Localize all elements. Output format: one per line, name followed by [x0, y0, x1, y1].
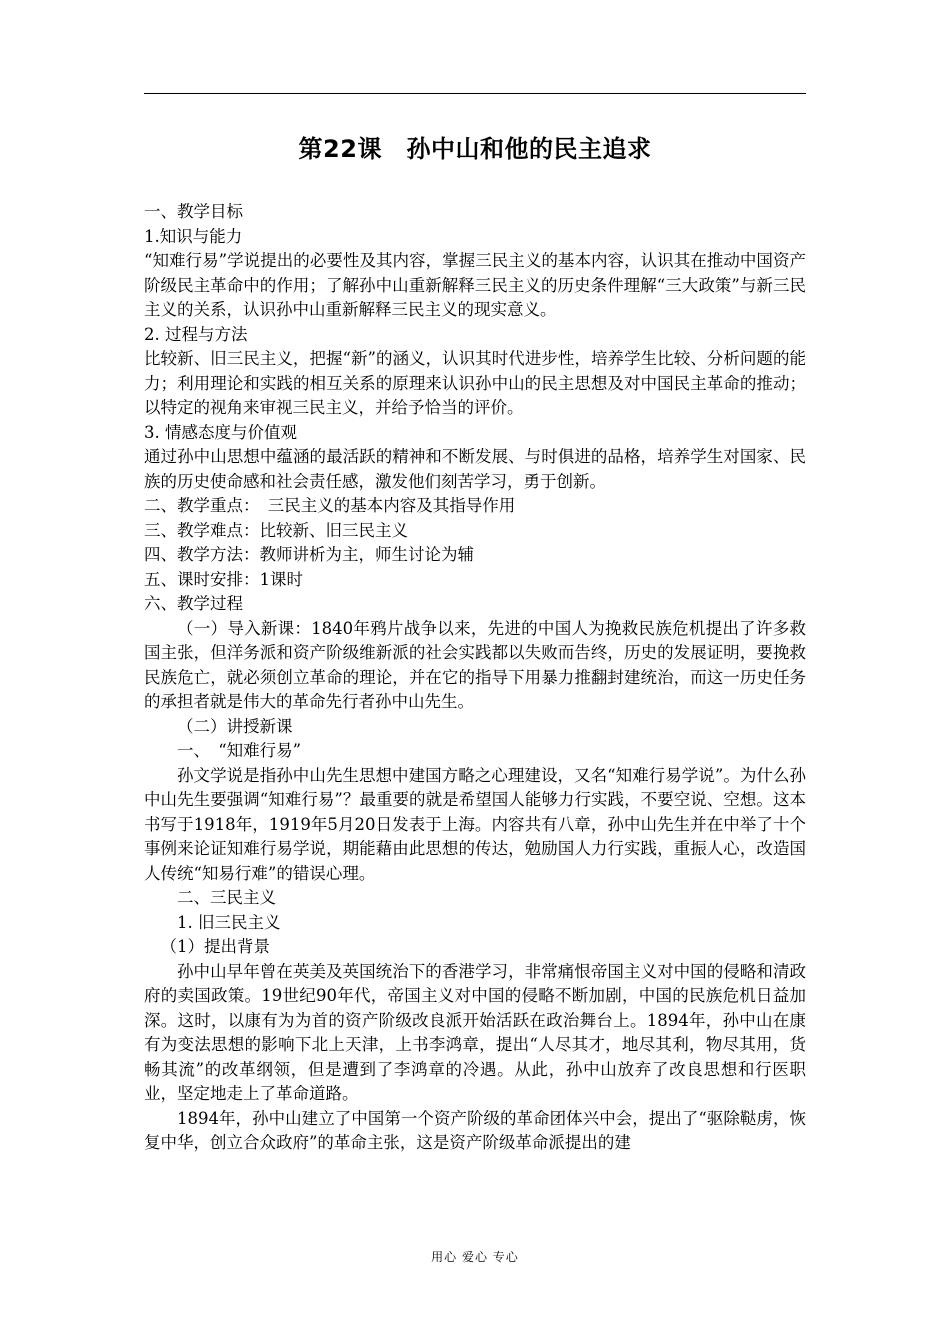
page-footer: 用心 爱心 专心: [431, 1250, 519, 1264]
subheading-process: 2. 过程与方法: [144, 324, 248, 344]
section-heading-process: 六、教学过程: [144, 594, 243, 613]
paragraph-process: 比较新、旧三民主义，把握“新”的涵义，认识其时代进步性，培养学生比较、分析问题的能力；利用理论和实践的相互关系的原理来认识孙中山的民主思想及对中国民主革命的推动；以特定的视角来审视三民主义，并给予恰当的评价。: [144, 349, 806, 417]
subheading-values: 3. 情感态度与价值观: [144, 422, 297, 442]
subheading-three-principles: 二、三民主义: [177, 888, 276, 907]
document-body: [144, 200, 806, 1156]
section-heading-objectives: 一、教学目标: [144, 202, 243, 221]
paragraph-background: 孙中山早年曾在英美及英国统治下的香港学习，非常痛恨帝国主义对中国的侵略和清政府的卖国政策。19世纪90年代，帝国主义对中国的侵略不断加剧，中国的民族危机日益加深。这时，以康有为为首的资产阶级改良派开始活跃在政治舞台上。1894年，孙中山在康有为变法思想的影响下北上天津，上书李鸿章，提出“人尽其才，地尽其利，物尽其用，货畅其流”的改革纲领，但是遭到了李鸿章的冷遇。从此，孙中山放弃了改良思想和行医职业，坚定地走上了革命道路。: [144, 961, 806, 1103]
section-heading-methods: 四、教学方法：教师讲析为主，师生讨论为辅: [144, 545, 474, 564]
header-rule: [144, 93, 806, 94]
paragraph-values: 通过孙中山思想中蕴涵的最活跃的精神和不断发展、与时俱进的品格，培养学生对国家、民族的历史使命感和社会责任感，激发他们刻苦学习，勇于创新。: [144, 447, 806, 491]
subheading-background: （1）提出背景: [160, 937, 270, 956]
subheading-old-three-principles: 1. 旧三民主义: [177, 912, 281, 932]
page-title: 第22课 孙中山和他的民主追求: [298, 135, 652, 163]
subheading-new-lesson: （二）讲授新课: [177, 716, 293, 736]
subheading-knowledge: 1.知识与能力: [144, 226, 243, 246]
paragraph-intro: （一）导入新课：1840年鸦片战争以来，先进的中国人为挽救民族危机提出了许多救国主张，但洋务派和资产阶级维新派的社会实践都以失败而告终，历史的发展证明，要挽救民族危亡，就必须创立革命的理论，并在它的指导下用暴力推翻封建统治，而这一历史任务的承担者就是伟大的革命先行者孙中山先生。: [144, 618, 806, 711]
subheading-zhinan-xingyi: 一、 “知难行易”: [177, 741, 302, 760]
paragraph-sunwen-theory: 孙文学说是指孙中山先生思想中建国方略之心理建设，又名“知难行易学说”。为什么孙中山先生要强调“知难行易”？最重要的就是希望国人能够力行实践，不要空说、空想。这本书写于1918年，1919年5月20日发表于上海。内容共有八章，孙中山先生并在中举了十个事例来论证知难行易学说，期能藉由此思想的传达，勉励国人力行实践，重振人心，改造国人传统“知易行难”的错误心理。: [144, 765, 806, 883]
paragraph-knowledge: “知难行易”学说提出的必要性及其内容，掌握三民主义的基本内容，认识其在推动中国资产阶级民主革命中的作用；了解孙中山重新解释三民主义的历史条件理解“三大政策”与新三民主义的关系，认识孙中山重新解释三民主义的现实意义。: [144, 251, 806, 319]
section-heading-key-points: 二、教学重点： 三民主义的基本内容及其指导作用: [144, 496, 516, 515]
section-heading-difficulties: 三、教学难点：比较新、旧三民主义: [144, 520, 408, 540]
paragraph-xingzhonghui: 1894年，孙中山建立了中国第一个资产阶级的革命团体兴中会，提出了“驱除鞑虏，恢复中华，创立合众政府”的革命主张，这是资产阶级革命派提出的建: [144, 1108, 806, 1152]
section-heading-schedule: 五、课时安排：1课时: [144, 569, 303, 589]
